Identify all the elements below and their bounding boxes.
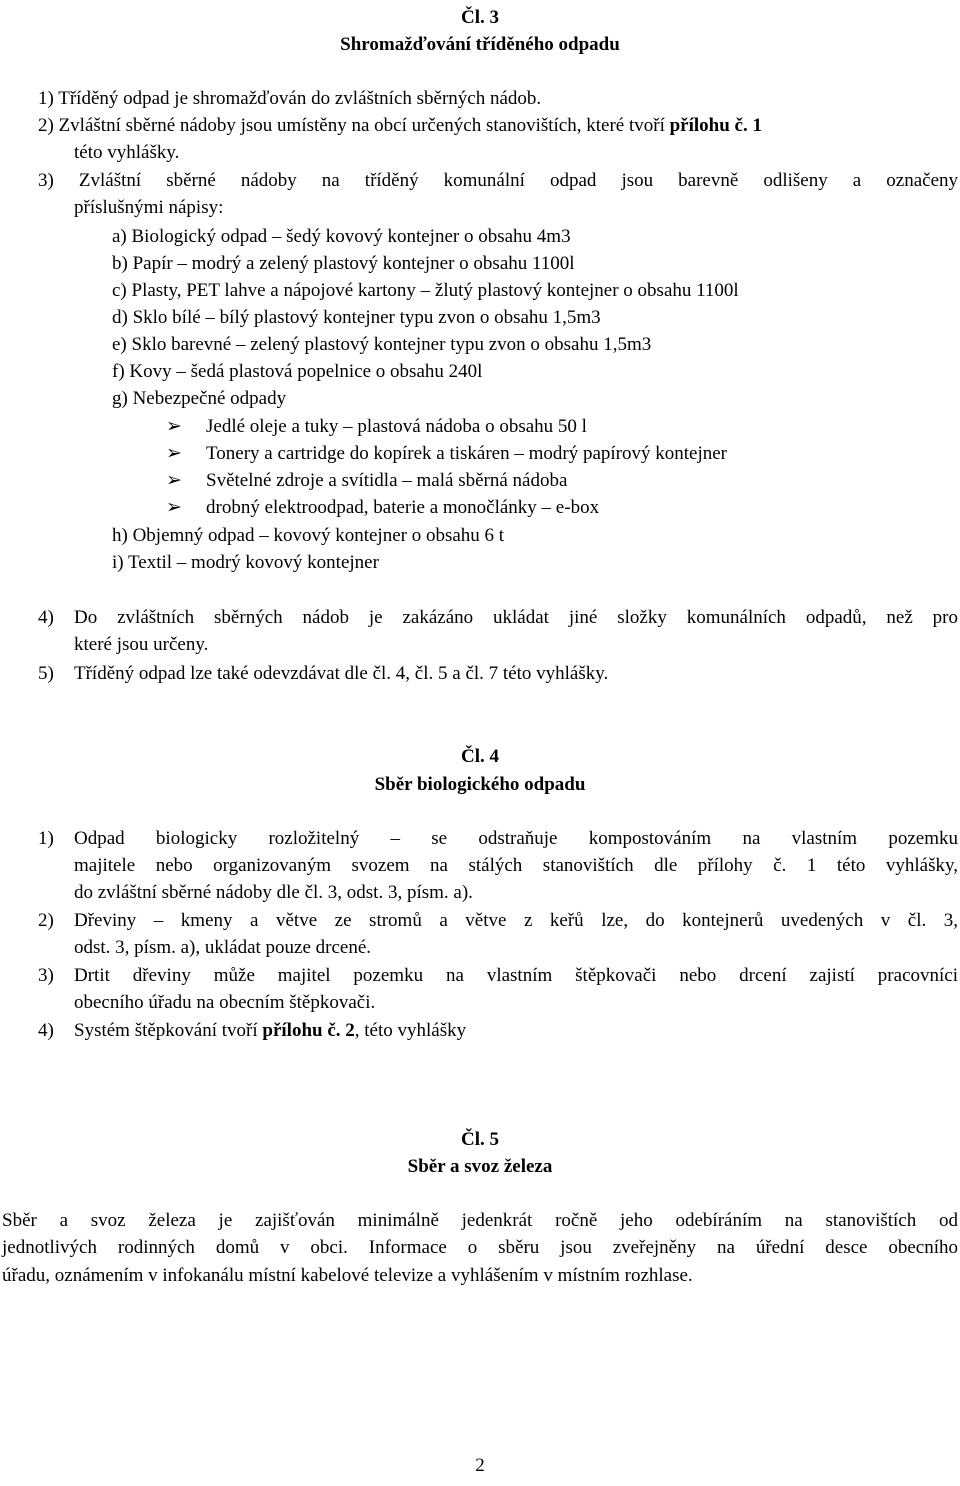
art4-para-1-cont2: do zvláštní sběrné nádoby dle čl. 3, odst. 3, písm. a). bbox=[74, 882, 473, 903]
article-3-title: Čl. 3 bbox=[461, 7, 499, 28]
bullet-item: drobný elektroodpad, baterie a monočlánky – e-box bbox=[206, 497, 600, 518]
article-5-subtitle: Sběr a svoz železa bbox=[407, 1156, 553, 1177]
attachment-ref: přílohu č. 2 bbox=[262, 1020, 355, 1041]
art4-para-4: Systém štěpkování tvoří přílohu č. 2, této vyhlášky bbox=[74, 1020, 467, 1041]
art4-para-2-number: 2) bbox=[38, 910, 54, 931]
list-item: e) Sklo barevné – zelený plastový kontejner typu zvon o obsahu 1,5m3 bbox=[112, 334, 652, 355]
article-3-subtitle: Shromažďování tříděného odpadu bbox=[340, 34, 620, 55]
list-item: d) Sklo bílé – bílý plastový kontejner typu zvon o obsahu 1,5m3 bbox=[112, 307, 601, 328]
art3-para-4: Do zvláštních sběrných nádob je zakázáno ukládat jiné složky komunálních odpadů, než pro bbox=[74, 607, 958, 628]
list-item: b) Papír – modrý a zelený plastový kontejner o obsahu 1100l bbox=[112, 253, 575, 274]
arrow-bullet-icon: ➢ bbox=[166, 416, 182, 437]
art4-para-3-cont: obecního úřadu na obecním štěpkovači. bbox=[74, 992, 376, 1013]
art3-para-2: 2) Zvláštní sběrné nádoby jsou umístěny na obcí určených stanovištích, které tvoří přílohu č. 1 bbox=[38, 115, 762, 136]
art3-para-1: 1) Tříděný odpad je shromažďován do zvláštních sběrných nádob. bbox=[38, 88, 542, 109]
list-item: c) Plasty, PET lahve a nápojové kartony – žlutý plastový kontejner o obsahu 1100l bbox=[112, 280, 739, 301]
bullet-item: Tonery a cartridge do kopírek a tiskáren – modrý papírový kontejner bbox=[206, 443, 727, 464]
arrow-bullet-icon: ➢ bbox=[166, 497, 182, 518]
list-item: h) Objemný odpad – kovový kontejner o obsahu 6 t bbox=[112, 525, 505, 546]
arrow-bullet-icon: ➢ bbox=[166, 443, 182, 464]
bullet-item: Jedlé oleje a tuky – plastová nádoba o obsahu 50 l bbox=[206, 416, 587, 437]
art5-line-1: Sběr a svoz železa je zajišťován minimálně jedenkrát ročně jeho odebíráním na stanovištích od bbox=[2, 1210, 958, 1231]
list-item: g) Nebezpečné odpady bbox=[112, 388, 287, 409]
art3-para-4-number: 4) bbox=[38, 607, 54, 628]
art3-para-3: 3) Zvláštní sběrné nádoby na tříděný komunální odpad jsou barevně odlišeny a označeny bbox=[38, 170, 958, 191]
list-item: f) Kovy – šedá plastová popelnice o obsahu 240l bbox=[112, 361, 483, 382]
art4-para-1-cont: majitele nebo organizovaným svozem na stálých stanovištích dle přílohy č. 1 této vyhlášky, bbox=[74, 855, 958, 876]
article-4-subtitle: Sběr biologického odpadu bbox=[374, 774, 586, 795]
art3-para-2-cont: této vyhlášky. bbox=[74, 142, 180, 163]
page-number: 2 bbox=[475, 1455, 485, 1476]
art5-line-2: jednotlivých rodinných domů v obci. Informace o sběru jsou zveřejněny na úřední desce obecního bbox=[2, 1237, 958, 1258]
bullet-item: Světelné zdroje a svítidla – malá sběrná nádoba bbox=[206, 470, 568, 491]
list-item: a) Biologický odpad – šedý kovový kontejner o obsahu 4m3 bbox=[112, 226, 571, 247]
art4-para-1-number: 1) bbox=[38, 828, 54, 849]
art3-para-3-cont: příslušnými nápisy: bbox=[74, 197, 224, 218]
article-5-title: Čl. 5 bbox=[461, 1129, 499, 1150]
art3-para-5-number: 5) bbox=[38, 663, 54, 684]
arrow-bullet-icon: ➢ bbox=[166, 470, 182, 491]
art3-para-4-cont: které jsou určeny. bbox=[74, 634, 209, 655]
list-item: i) Textil – modrý kovový kontejner bbox=[112, 552, 379, 573]
article-4-title: Čl. 4 bbox=[461, 746, 499, 767]
art5-line-3: úřadu, oznámením v infokanálu místní kabelové televize a vyhlášením v místním rozhlase. bbox=[2, 1265, 693, 1286]
attachment-ref: přílohu č. 1 bbox=[669, 115, 762, 136]
art4-para-1: Odpad biologicky rozložitelný – se odstraňuje kompostováním na vlastním pozemku bbox=[74, 828, 958, 849]
art4-para-2: Dřeviny – kmeny a větve ze stromů a větve z keřů lze, do kontejnerů uvedených v čl. 3, bbox=[74, 910, 958, 931]
art4-para-4-number: 4) bbox=[38, 1020, 54, 1041]
art3-para-5: Tříděný odpad lze také odevzdávat dle čl. 4, čl. 5 a čl. 7 této vyhlášky. bbox=[74, 663, 609, 684]
art4-para-2-cont: odst. 3, písm. a), ukládat pouze drcené. bbox=[74, 937, 372, 958]
art4-para-3: Drtit dřeviny může majitel pozemku na vlastním štěpkovači nebo drcení zajistí pracovníci bbox=[74, 965, 958, 986]
art4-para-3-number: 3) bbox=[38, 965, 54, 986]
